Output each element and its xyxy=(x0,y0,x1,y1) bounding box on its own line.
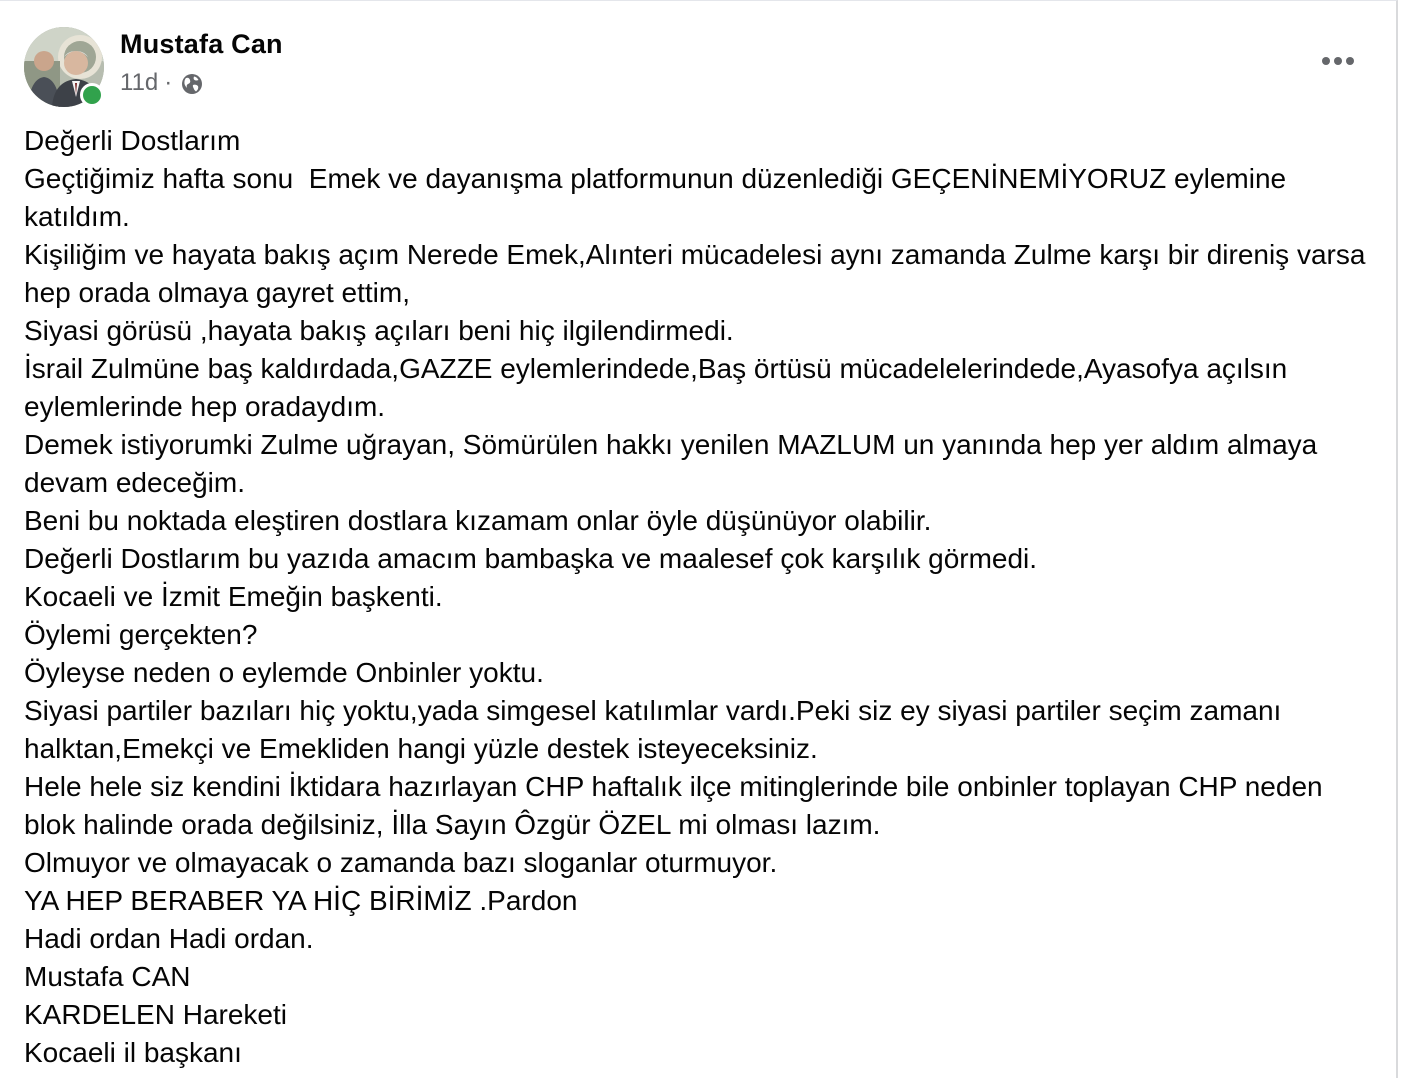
author-name[interactable]: Mustafa Can xyxy=(120,29,283,59)
post-line: Hadi ordan Hadi ordan. xyxy=(24,923,314,954)
post-line: YA HEP BERABER YA HİÇ BİRİMİZ .Pardon xyxy=(24,885,578,916)
post-timestamp[interactable]: 11d xyxy=(120,69,159,96)
more-dot xyxy=(1334,57,1342,65)
post-text xyxy=(24,122,1374,1072)
post-line: İsrail Zulmüne baş kaldırdada,GAZZE eylemlerindede,Baş örtüsü mücadelelerindede,Ayasofya açılsın eylemlerinde hep oradaydım. xyxy=(24,353,1296,422)
post-meta xyxy=(120,69,204,97)
post-line: Öyleyse neden o eylemde Onbinler yoktu. xyxy=(24,657,544,688)
post-line: KARDELEN Hareketi xyxy=(24,999,287,1030)
globe-icon[interactable] xyxy=(180,72,204,96)
post-line: Beni bu noktada eleştiren dostlara kızamam onlar öyle düşünüyor olabilir. xyxy=(24,505,932,536)
post-line: Hele hele siz kendini İktidara hazırlayan CHP haftalık ilçe mitinglerinde bile onbinler toplayan CHP neden blok halinde orada değilsiniz, İlla Sayın Ôzgür ÖZEL mi olması lazım. xyxy=(24,771,1331,840)
post-line: Demek istiyorumki Zulme uğrayan, Sömürülen hakkı yenilen MAZLUM un yanında hep yer aldım almaya devam edeceğim. xyxy=(24,429,1326,498)
post-line: Geçtiğimiz hafta sonu Emek ve dayanışma platformunun düzenlediği GEÇENİNEMİYORUZ eylemine katıldım. xyxy=(24,163,1294,232)
post-line: Kocaeli il başkanı xyxy=(24,1037,242,1068)
post-line: Siyasi görüsü ,hayata bakış açıları beni hiç ilgilendirmedi. xyxy=(24,315,734,346)
post-line: Değerli Dostlarım bu yazıda amacım bambaşka ve maalesef çok karşılık görmedi. xyxy=(24,543,1038,574)
author-avatar[interactable] xyxy=(24,27,104,107)
post-line: Kişiliğim ve hayata bakış açım Nerede Emek,Alınteri mücadelesi aynı zamanda Zulme karşı bir direniş varsa hep orada olmaya gayret ettim, xyxy=(24,239,1374,308)
post-line: Mustafa CAN xyxy=(24,961,191,992)
post-header xyxy=(24,25,1374,109)
post-line: Olmuyor ve olmayacak o zamanda bazı sloganlar oturmuyor. xyxy=(24,847,778,878)
post-line: Öylemi gerçekten? xyxy=(24,619,258,650)
online-status-dot xyxy=(80,83,104,107)
post-line: Siyasi partiler bazıları hiç yoktu,yada simgesel katılımlar vardı.Peki siz ey siyasi partiler seçim zamanı halktan,Emekçi ve Emekliden hangi yüzle destek isteyeceksiniz. xyxy=(24,695,1290,764)
post-line: Kocaeli ve İzmit Emeğin başkenti. xyxy=(24,581,443,612)
meta-separator: · xyxy=(164,69,173,96)
more-options-icon[interactable] xyxy=(1316,45,1360,77)
post-line: Değerli Dostlarım xyxy=(24,125,241,156)
more-dot xyxy=(1322,57,1330,65)
more-dot xyxy=(1346,57,1354,65)
